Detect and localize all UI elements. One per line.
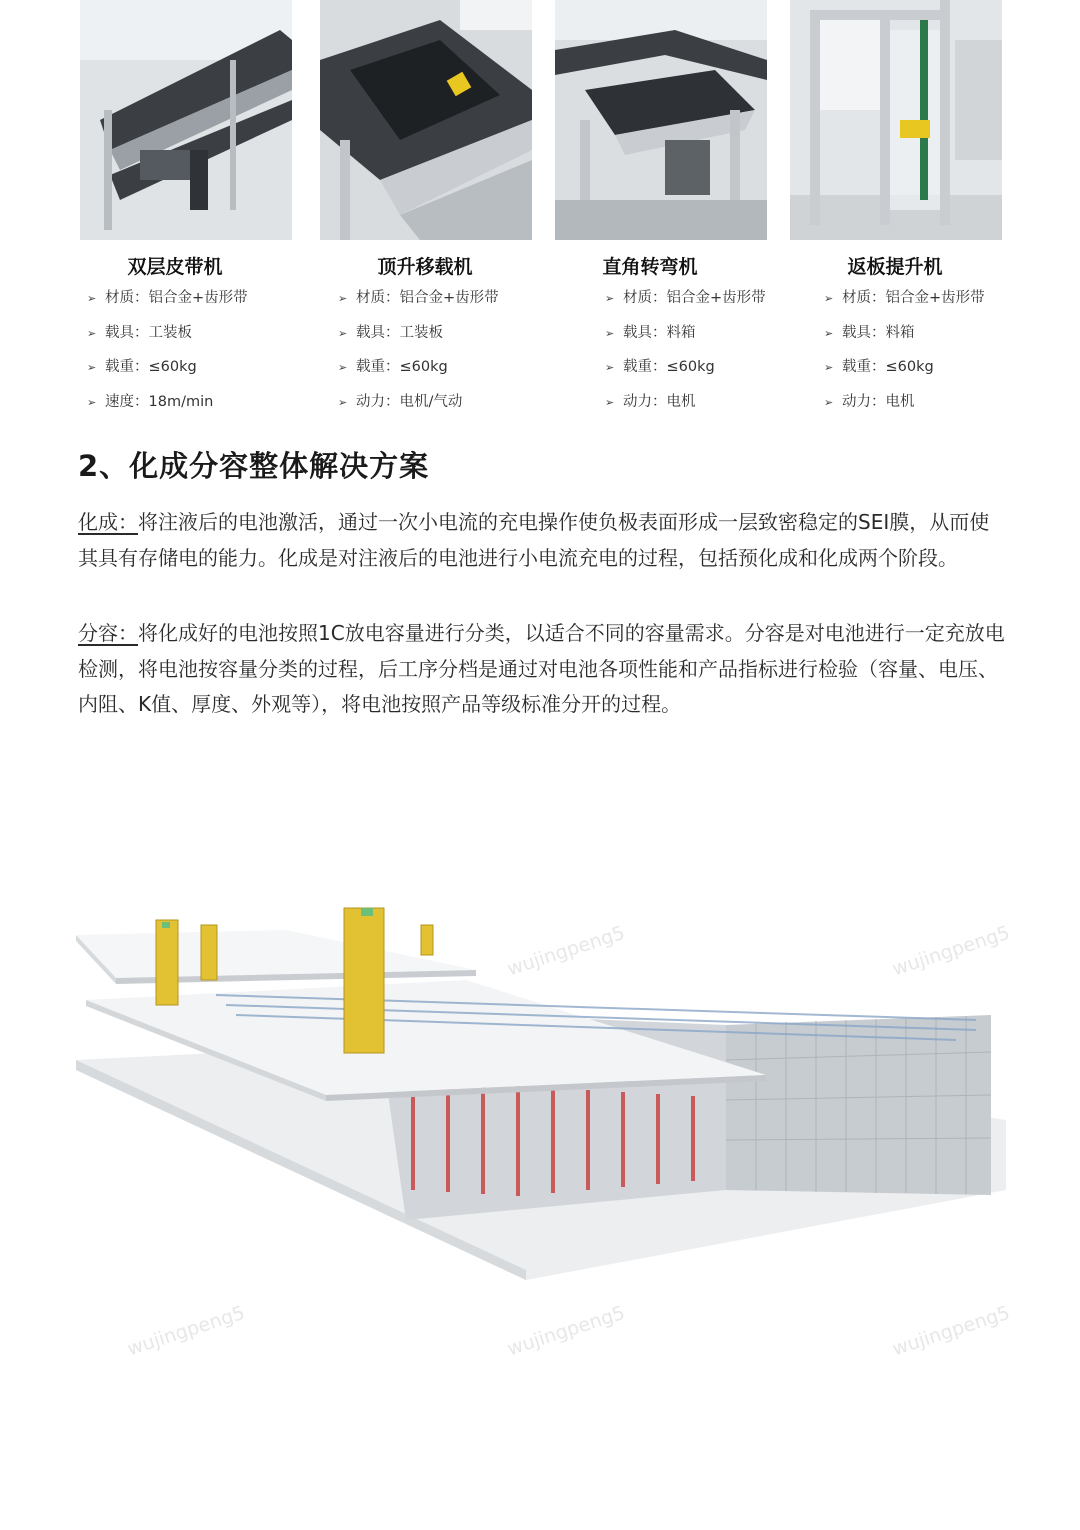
spec-item: ➢ 动力：电机 [824, 393, 915, 410]
spec-item: ➢ 载重：≤60kg [824, 359, 934, 375]
arrow-bullet-icon: ➢ [824, 395, 834, 409]
spec-item: ➢ 载具：工装板 [87, 324, 192, 341]
spec-item: ➢ 载具：料箱 [824, 324, 915, 341]
product-title: 直角转弯机 [602, 256, 698, 278]
jacking-transfer-photo [320, 0, 532, 240]
product-title: 双层皮带机 [127, 256, 223, 278]
watermark: wujingpeng5 [889, 921, 1013, 981]
arrow-bullet-icon: ➢ [824, 326, 834, 340]
spec-item: ➢ 材质：铝合金+齿形带 [605, 290, 766, 306]
spec-item: ➢ 速度：18m/min [87, 393, 214, 410]
spec-item: ➢ 载具：料箱 [605, 324, 696, 341]
watermark: wujingpeng5 [504, 1301, 628, 1361]
formation-text: 将注液后的电池激活，通过一次小电流的充电操作使负极表面形成一层致密稳定的SEI膜，从而使其具有存储电的能力。化成是对注液后的电池进行小电流充电的过程，包括预化成和化成两个阶段。 [78, 510, 990, 570]
arrow-bullet-icon: ➢ [605, 326, 615, 340]
product-title: 返板提升机 [847, 256, 943, 278]
section-title: 2、化成分容整体解决方案 [78, 449, 430, 483]
double-belt-conveyor-photo [80, 0, 292, 240]
spec-item: ➢ 载具：工装板 [338, 324, 443, 341]
formation-term: 化成： [78, 510, 138, 534]
arrow-bullet-icon: ➢ [605, 292, 615, 305]
formation-paragraph [78, 505, 1008, 576]
watermark: wujingpeng5 [124, 1301, 248, 1361]
arrow-bullet-icon: ➢ [338, 361, 348, 374]
arrow-bullet-icon: ➢ [605, 395, 615, 409]
watermark: wujingpeng5 [889, 1301, 1013, 1361]
arrow-bullet-icon: ➢ [338, 292, 348, 305]
return-lift-photo [790, 0, 1002, 240]
arrow-bullet-icon: ➢ [87, 361, 97, 374]
watermark: wujingpeng5 [504, 921, 628, 981]
product-spec-list [87, 286, 248, 424]
right-angle-turn-photo [555, 0, 767, 240]
grading-term: 分容： [78, 621, 138, 645]
product-spec-list [824, 286, 985, 424]
arrow-bullet-icon: ➢ [87, 326, 97, 340]
arrow-bullet-icon: ➢ [824, 292, 834, 305]
spec-item: ➢ 材质：铝合金+齿形带 [824, 290, 985, 306]
arrow-bullet-icon: ➢ [824, 361, 834, 374]
spec-item: ➢ 动力：电机 [605, 393, 696, 410]
grading-paragraph [78, 616, 1008, 723]
product-spec-list [605, 286, 766, 424]
formation-grading-plant-rendering [76, 890, 1006, 1290]
product-gallery [0, 0, 1080, 420]
arrow-bullet-icon: ➢ [338, 326, 348, 340]
grading-text: 将化成好的电池按照1C放电容量进行分类，以适合不同的容量需求。分容是对电池进行一定充放电检测，将电池按容量分类的过程，后工序分档是通过对电池各项性能和产品指标进行检验（容量、电压、内阻、K值、厚度、外观等），将电池按照产品等级标准分开的过程。 [78, 621, 1005, 716]
product-spec-list [338, 286, 499, 424]
spec-item: ➢ 载重：≤60kg [338, 359, 448, 375]
arrow-bullet-icon: ➢ [87, 395, 97, 409]
arrow-bullet-icon: ➢ [605, 361, 615, 374]
arrow-bullet-icon: ➢ [87, 292, 97, 305]
spec-item: ➢ 动力：电机/气动 [338, 393, 463, 410]
arrow-bullet-icon: ➢ [338, 395, 348, 409]
spec-item: ➢ 载重：≤60kg [605, 359, 715, 375]
product-title: 顶升移载机 [377, 256, 473, 278]
spec-item: ➢ 载重：≤60kg [87, 359, 197, 375]
spec-item: ➢ 材质：铝合金+齿形带 [338, 290, 499, 306]
spec-item: ➢ 材质：铝合金+齿形带 [87, 290, 248, 306]
